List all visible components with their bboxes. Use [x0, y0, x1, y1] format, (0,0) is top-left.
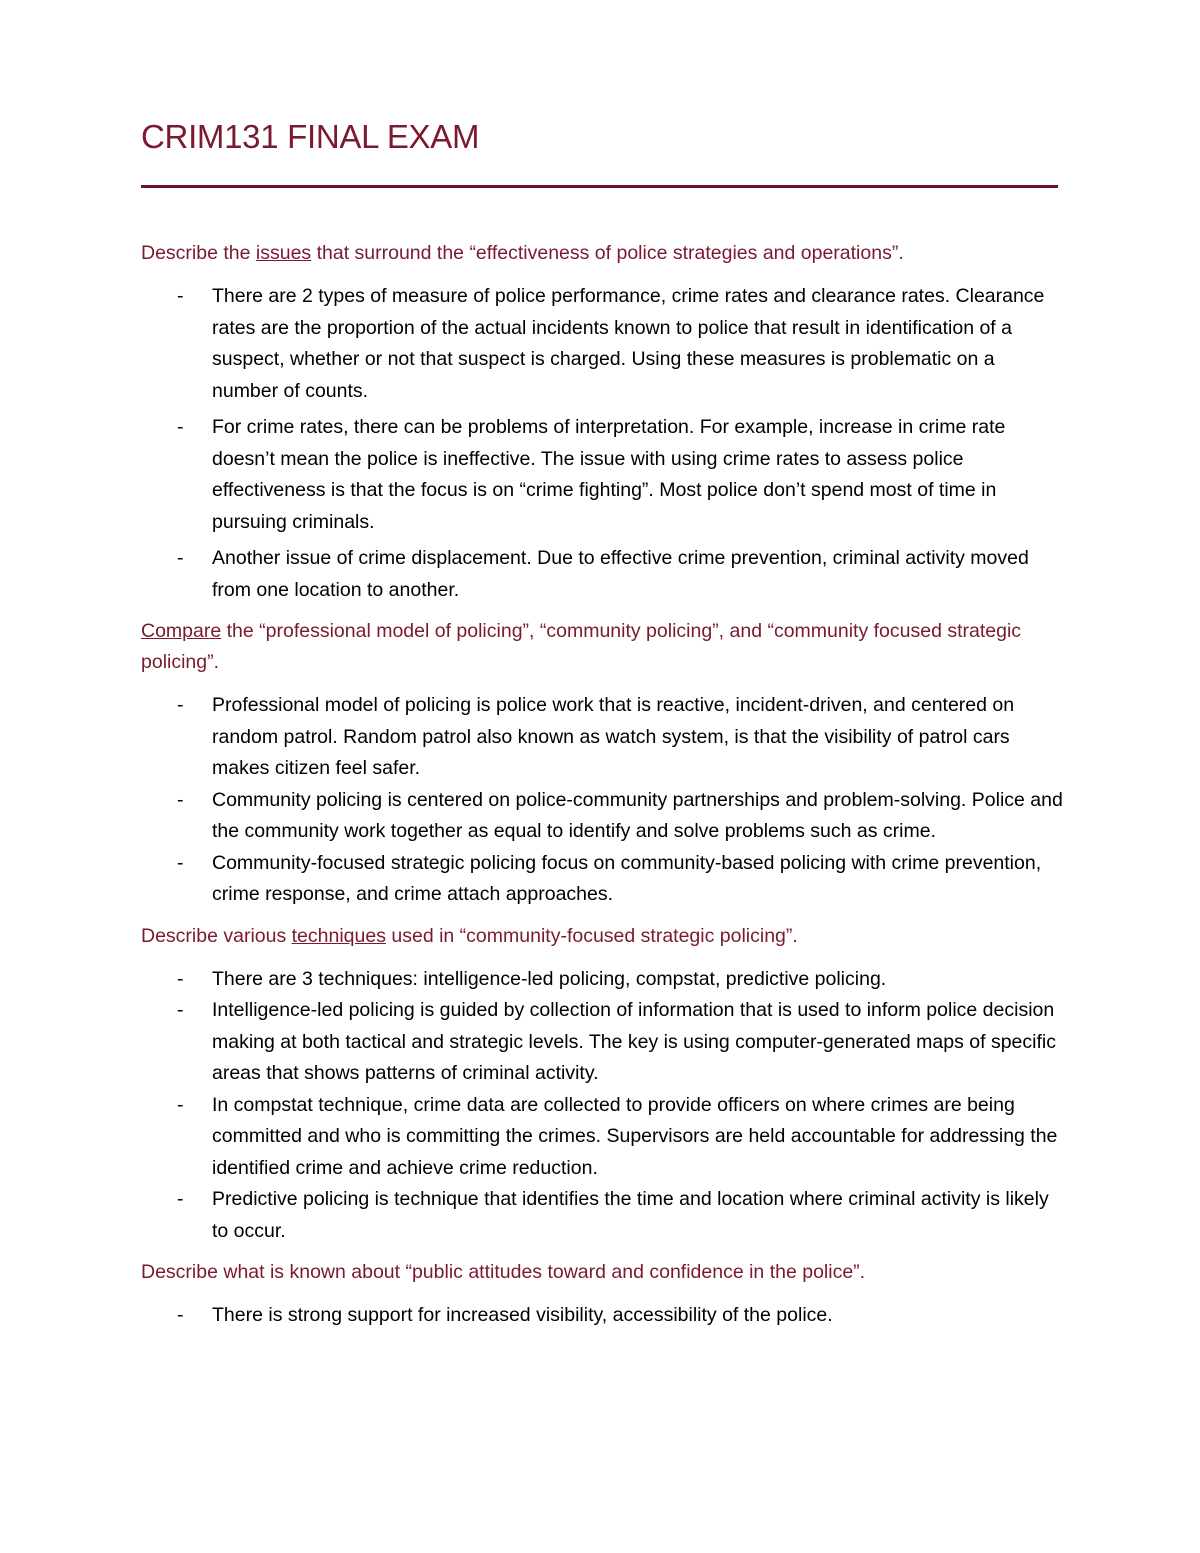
list-item	[141, 848, 1066, 911]
question-3	[141, 921, 1066, 952]
question-1-pre: Describe the	[141, 242, 256, 264]
answer-text: Community policing is centered on police-community partnerships and problem-solving. Police and the community work together as equal to identify and solve problems such as crime.	[212, 788, 1063, 842]
answer-text: There are 3 techniques: intelligence-led policing, compstat, predictive policing.	[212, 967, 887, 990]
answer-list-3	[141, 964, 1066, 1248]
question-3-keyword: techniques	[291, 924, 386, 947]
document-body	[141, 238, 1066, 1342]
answer-list-1	[141, 281, 1066, 606]
bullet-dash: -	[177, 967, 184, 990]
list-item	[141, 964, 1066, 996]
answer-text: Predictive policing is technique that identifies the time and location where criminal activity is likely to occur.	[212, 1188, 1049, 1242]
bullet-dash: -	[177, 1188, 184, 1210]
list-item	[141, 1184, 1066, 1247]
bullet-dash: -	[177, 851, 184, 874]
list-item	[141, 1300, 1066, 1332]
list-item	[141, 785, 1066, 848]
list-item	[141, 1090, 1066, 1185]
bullet-dash: -	[177, 285, 184, 307]
answer-text: In compstat technique, crime data are collected to provide officers on where crimes are being committed and who is committing the crimes. Supervisors are held accountable for addressing the identified crime and achieve crime reduction.	[212, 1093, 1058, 1179]
question-1	[141, 238, 1066, 269]
question-3-post: used in “community-focused strategic policing”.	[385, 924, 798, 947]
question-2-keyword: Compare	[141, 620, 222, 642]
document-title: CRIM131 FINAL EXAM	[141, 118, 480, 155]
list-item	[141, 543, 1066, 606]
question-4-pre: Describe what is known about “public attitudes toward and confidence in the police”.	[141, 1261, 866, 1283]
answer-text: Intelligence-led policing is guided by collection of information that is used to inform police decision making at both tactical and strategic levels. The key is using computer-generated maps of specific areas that shows patterns of criminal activity.	[212, 999, 1056, 1084]
answer-text: Community-focused strategic policing focus on community-based policing with crime prevention, crime response, and crime attach approaches.	[212, 851, 1042, 905]
answer-text: Professional model of policing is police work that is reactive, incident-driven, and centered on random patrol. Random patrol also known as watch system, is that the visibility of patrol cars makes citizen feel safer.	[212, 694, 1015, 779]
bullet-dash: -	[177, 547, 184, 569]
list-item	[141, 690, 1066, 785]
bullet-dash: -	[177, 999, 184, 1021]
list-item	[141, 995, 1066, 1090]
answer-text: Another issue of crime displacement. Due to effective crime prevention, criminal activity moved from one location to another.	[212, 547, 1029, 601]
title-divider	[141, 185, 1058, 188]
list-item	[141, 412, 1066, 538]
answer-text: There is strong support for increased visibility, accessibility of the police.	[212, 1304, 833, 1326]
bullet-dash: -	[177, 1304, 184, 1326]
question-4	[141, 1257, 1066, 1288]
bullet-dash: -	[177, 788, 184, 811]
answer-text: There are 2 types of measure of police performance, crime rates and clearance rates. Clearance rates are the proportion of the actual incidents known to police that result in identification of a suspect, whether or not that suspect is charged. Using these measures is problematic on a number of counts.	[212, 285, 1045, 402]
answer-list-4	[141, 1300, 1066, 1332]
question-2-post: the “professional model of policing”, “community policing”, and “community focused strategic policing”.	[141, 620, 1022, 673]
question-2	[141, 616, 1066, 678]
question-1-post: that surround the “effectiveness of police strategies and operations”.	[311, 242, 904, 264]
question-3-pre: Describe various	[141, 924, 292, 947]
list-item	[141, 281, 1066, 407]
bullet-dash: -	[177, 1093, 184, 1116]
answer-text: For crime rates, there can be problems of interpretation. For example, increase in crime rate doesn’t mean the police is ineffective. The issue with using crime rates to assess police effectiveness is that the focus is on “crime fighting”. Most police don’t spend most of time in pursuing criminals.	[212, 416, 1006, 533]
question-1-keyword: issues	[255, 242, 312, 264]
bullet-dash: -	[177, 416, 184, 438]
answer-list-2	[141, 690, 1066, 911]
bullet-dash: -	[177, 694, 184, 716]
